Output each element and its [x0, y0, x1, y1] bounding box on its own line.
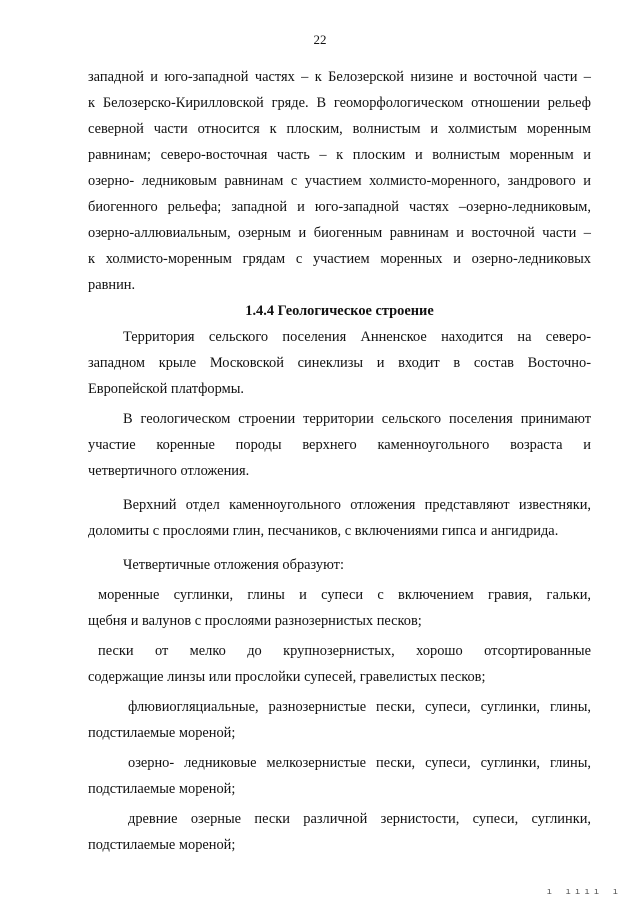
text-line: к Белозерско-Кирилловской гряде. В геоморфологическом отношении рельеф	[88, 95, 591, 111]
paragraph-carboniferous	[88, 492, 591, 544]
text-line: доломиты с прослоями глин, песчаников, с включениями гипса и ангидрида.	[88, 523, 559, 539]
paragraph-relief	[88, 64, 591, 298]
text-line: флювиогляциальные, разнозернистые пески, супеси, суглинки, глины,	[128, 699, 591, 715]
text-line: Четвертичные отложения образуют:	[123, 557, 344, 573]
text-line: равнинам; северо-восточная часть – к плоским и волнистым моренным и	[88, 147, 591, 163]
text-line: к холмисто-моренным грядам с участием моренных и озерно-ледниковых	[88, 251, 591, 267]
text-line: западной и юго-западной частях – к Белозерской низине и восточной части –	[88, 69, 591, 85]
text-line: содержащие линзы или прослойки супесей, гравелистых песков;	[88, 669, 486, 685]
text-line: западном крыле Московской синеклизы и входит в состав Восточно-	[88, 355, 591, 371]
text-line: Территория сельского поселения Анненское находится на северо-	[123, 329, 591, 345]
text-line: подстилаемые мореной;	[88, 781, 236, 797]
paragraph-quaternary-intro	[88, 552, 591, 578]
paragraph-territory	[88, 324, 591, 402]
text-line: озерно-аллювиальным, озерным и биогенным равнинам и восточной части –	[88, 225, 591, 241]
list-item	[88, 694, 591, 746]
text-line: Европейской платформы.	[88, 381, 244, 397]
text-line: озерно- ледниковые мелкозернистые пески, супеси, суглинки, глины,	[128, 755, 591, 771]
text-line: подстилаемые мореной;	[88, 725, 236, 741]
page-number: 22	[313, 32, 327, 47]
text-line: древние озерные пески различной зернистости, супеси, суглинки,	[128, 811, 591, 827]
scan-marks: ı ıııı ı	[546, 887, 622, 897]
text-line: подстилаемые мореной;	[88, 837, 236, 853]
deposits-list	[88, 582, 591, 858]
list-item	[88, 806, 591, 858]
text-line: В геологическом строении территории сельского поселения принимают	[123, 411, 591, 427]
text-line: северной части относится к плоским, волнистым и холмистым моренным	[88, 121, 591, 137]
text-line: участие коренные породы верхнего каменноугольного возраста и	[88, 437, 591, 453]
section-heading: 1.4.4 Геологическое строение	[245, 303, 434, 319]
list-item	[88, 582, 591, 634]
text-line: озерно- ледниковым равнинам с участием холмисто-моренного, зандрового и	[88, 173, 591, 189]
list-item	[88, 750, 591, 802]
text-line: моренные суглинки, глины и супеси с включением гравия, гальки,	[98, 587, 591, 603]
text-line: четвертичного отложения.	[88, 463, 250, 479]
text-line: биогенного рельефа; западной и юго-западной частях –озерно-ледниковым,	[88, 199, 591, 215]
text-line: пески от мелко до крупнозернистых, хорошо отсортированные	[98, 643, 591, 659]
text-line: щебня и валунов с прослоями разнозернистых песков;	[88, 613, 422, 629]
list-item	[88, 638, 591, 690]
text-line: равнин.	[88, 277, 136, 293]
paragraph-geology	[88, 406, 591, 484]
document-body	[88, 64, 591, 858]
text-line: Верхний отдел каменноугольного отложения представляют известняки,	[123, 497, 591, 513]
